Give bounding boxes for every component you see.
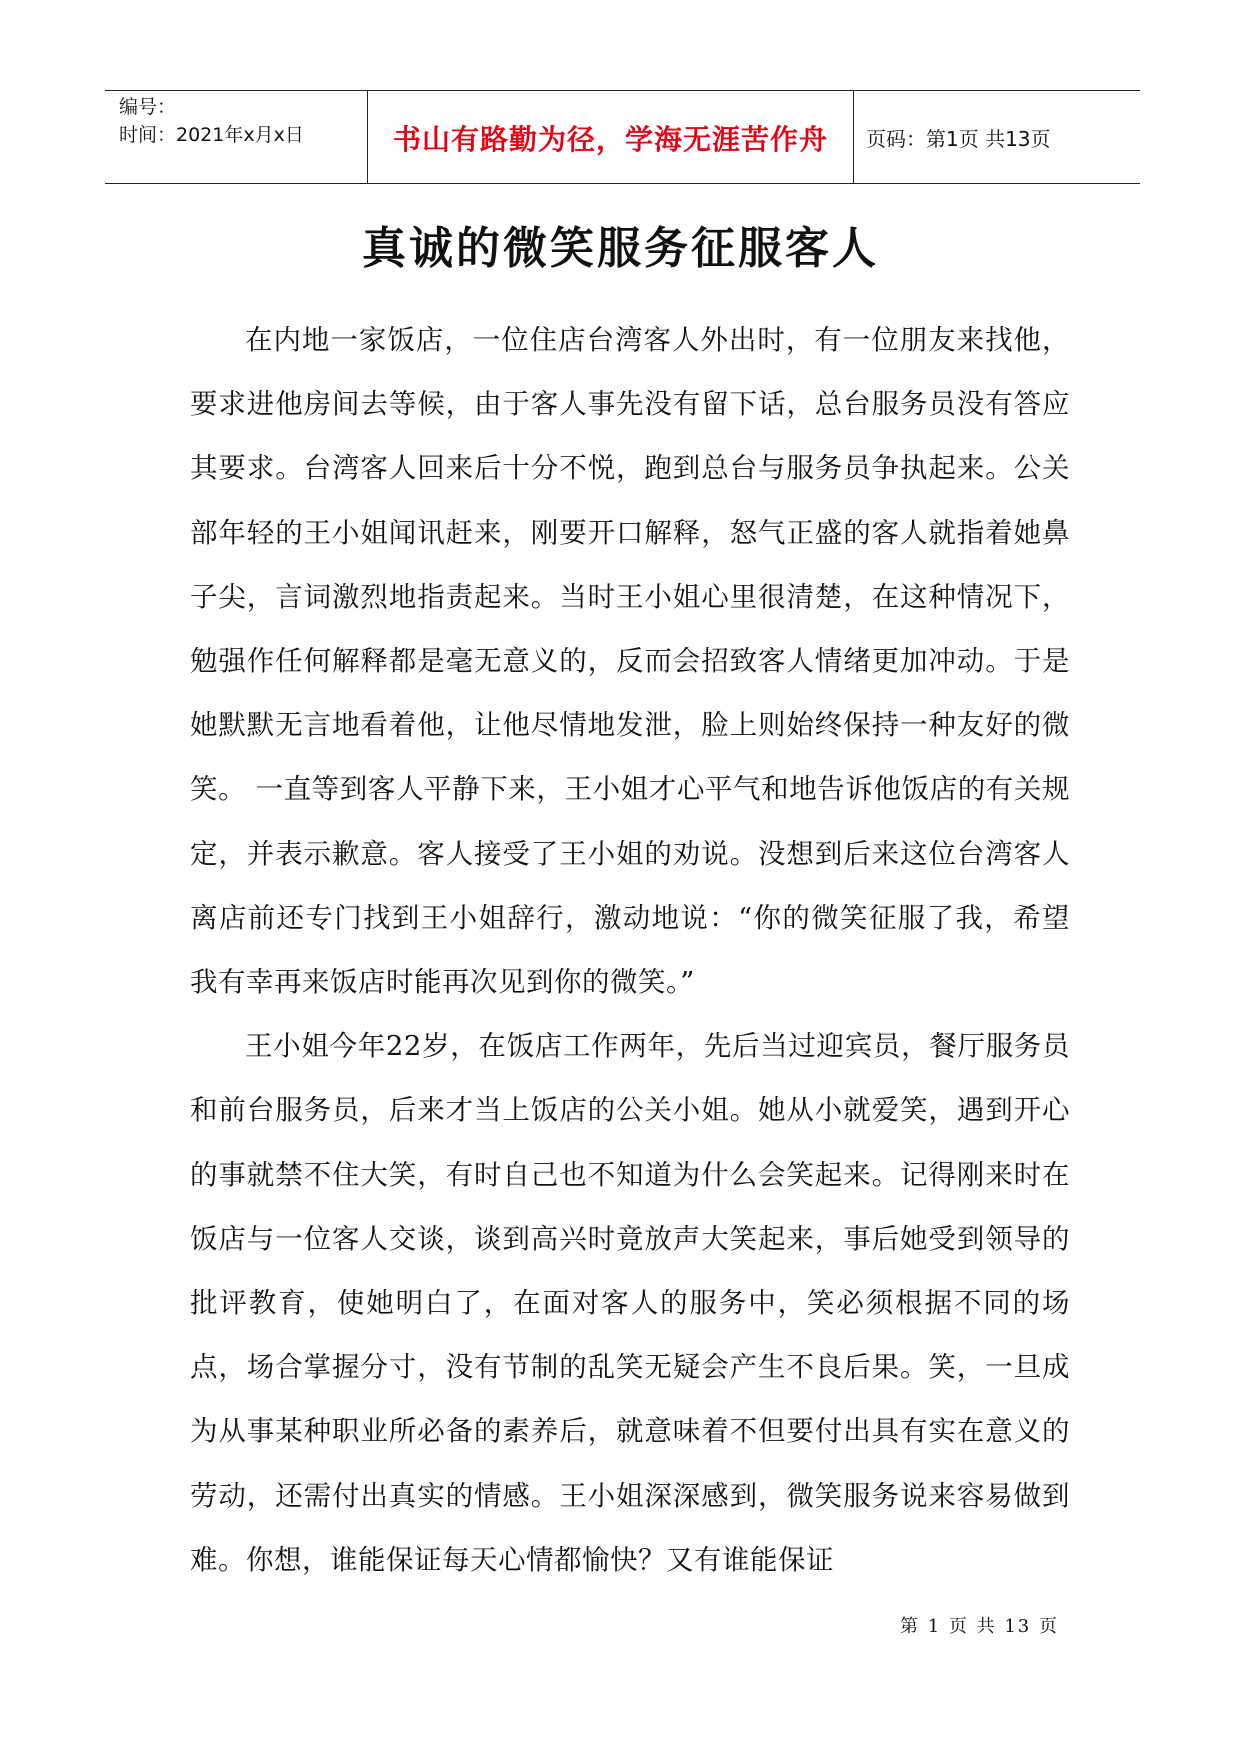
paragraph: 王小姐今年22岁，在饭店工作两年，先后当过迎宾员，餐厅服务员和前台服务员，后来才当上饭店的公关小姐。她从小就爱笑，遇到开心的事就禁不住大笑，有时自己也不知道为什么会笑起来。记得刚来时在饭店与一位客人交谈，谈到高兴时竟放声大笑起来，事后她受到领导的批评教育，使她明白了，在面对客人的服务中，笑必须根据不同的场点，场合掌握分寸，没有节制的乱笑无疑会产生不良后果。笑，一旦成为从事某种职业所必备的素养后，就意味着不但要付出具有实在意义的劳动，还需付出真实的情感。王小姐深深感到，微笑服务说来容易做到难。你想，谁能保证每天心情都愉快？又有谁能保证 xyxy=(190,1030,1070,1576)
header-page-info: 页码：第1页 共13页 xyxy=(866,126,1051,151)
document-body xyxy=(190,308,1070,1592)
header-motto: 书山有路勤为径，学海无涯苦作舟 xyxy=(368,91,854,183)
page-footer: 第 1 页 共 13 页 xyxy=(900,1616,1059,1637)
document-number-label: 编号： xyxy=(119,96,177,118)
document-date: 时间：2021年x月x日 xyxy=(119,124,304,146)
header-meta xyxy=(105,91,368,183)
paragraph: 在内地一家饭店，一位住店台湾客人外出时，有一位朋友来找他，要求进他房间去等候，由于客人事先没有留下话，总台服务员没有答应其要求。台湾客人回来后十分不悦，跑到总台与服务员争执起来。公关部年轻的王小姐闻讯赶来，刚要开口解释，怒气正盛的客人就指着她鼻子尖，言词激烈地指责起来。当时王小姐心里很清楚，在这种情况下，勉强作任何解释都是毫无意义的，反而会招致客人情绪更加冲动。于是她默默无言地看着他，让他尽情地发泄，脸上则始终保持一种友好的微笑。 一直等到客人平静下来，王小姐才心平气和地告诉他饭店的有关规定，并表示歉意。客人接受了王小姐的劝说。没想到后来这位台湾客人离店前还专门找到王小姐辞行，激动地说：“你的微笑征服了我，希望我有幸再来饭店时能再次见到你的微笑。” xyxy=(190,324,1070,999)
page-header xyxy=(105,90,1140,184)
document-title: 真诚的微笑服务征服客人 xyxy=(362,223,879,274)
